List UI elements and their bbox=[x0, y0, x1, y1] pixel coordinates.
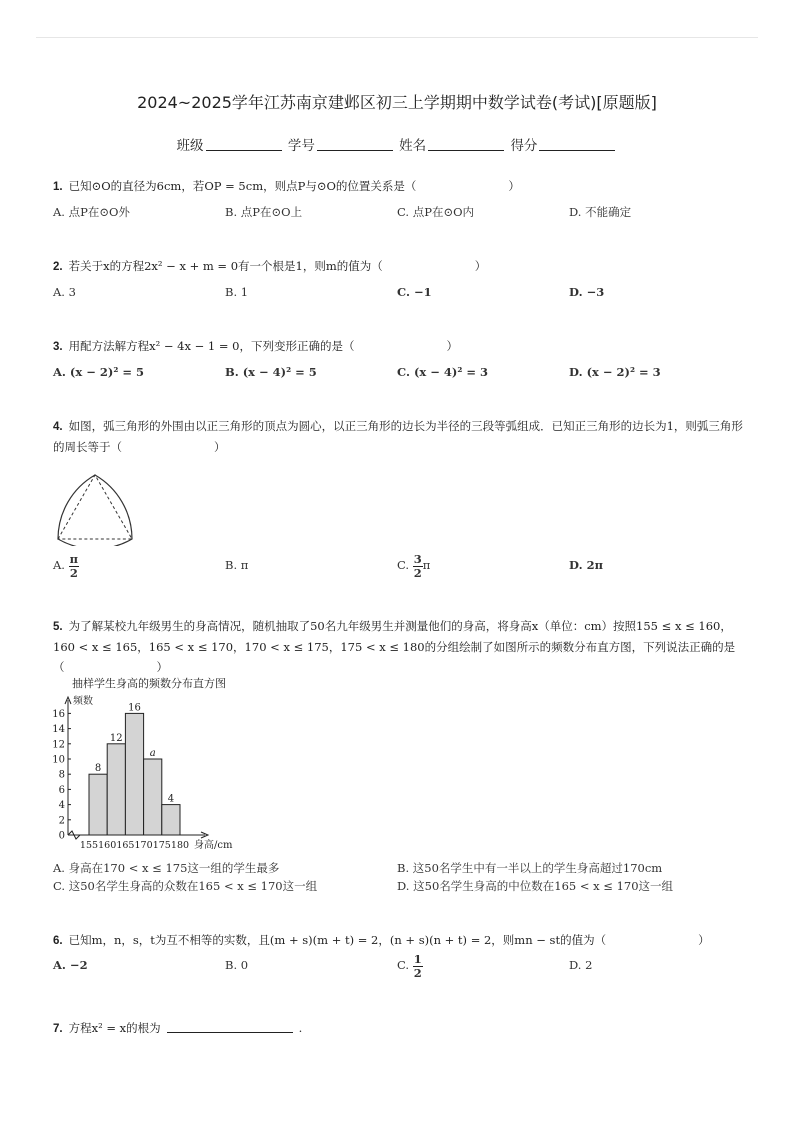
denominator: 2 bbox=[413, 565, 422, 580]
x-tick-label: 155 bbox=[79, 840, 99, 851]
y-tick-label: 14 bbox=[52, 724, 65, 736]
option-d[interactable]: D. (x − 2)² = 3 bbox=[569, 365, 661, 379]
question-stem-end: . bbox=[298, 1021, 303, 1035]
option-c[interactable]: C. −1 bbox=[397, 285, 432, 299]
option-b[interactable]: B. 点P在⊙O上 bbox=[225, 205, 303, 219]
histogram-bar bbox=[162, 805, 180, 835]
bar-value-label: 8 bbox=[94, 763, 102, 775]
question-6 bbox=[53, 930, 743, 951]
question-7 bbox=[53, 1018, 743, 1039]
y-tick-label: 4 bbox=[58, 800, 65, 812]
option-c-label: C. bbox=[397, 958, 410, 972]
x-axis-label: 身高/cm bbox=[194, 840, 233, 851]
x-tick-label: 170 bbox=[134, 840, 153, 851]
question-stem: 方程x² = x的根为 bbox=[68, 1021, 161, 1035]
question-number: 4. bbox=[53, 421, 63, 433]
score-blank[interactable] bbox=[539, 137, 615, 151]
student-info-line bbox=[0, 134, 794, 154]
question-1-options bbox=[53, 202, 743, 222]
option-c[interactable]: C. (x − 4)² = 3 bbox=[397, 365, 489, 379]
name-label: 姓名 bbox=[399, 138, 427, 154]
y-tick-label: 8 bbox=[58, 769, 65, 781]
question-5-options-row2 bbox=[53, 876, 743, 896]
option-a[interactable]: A. (x − 2)² = 5 bbox=[53, 365, 144, 379]
question-1 bbox=[53, 176, 743, 197]
option-c-label: C. bbox=[397, 558, 410, 572]
numerator: 3 bbox=[413, 551, 422, 566]
y-tick-label: 6 bbox=[58, 784, 65, 796]
bar-value-label: 12 bbox=[109, 732, 123, 744]
bar-value-label: a bbox=[149, 748, 156, 759]
question-4-options bbox=[53, 548, 743, 582]
id-blank[interactable] bbox=[317, 137, 393, 151]
top-divider bbox=[36, 37, 758, 38]
question-stem: 若关于x的方程2x² − x + m = 0有一个根是1，则m的值为（ ） bbox=[68, 259, 487, 273]
question-6-options bbox=[53, 952, 743, 986]
question-2-options bbox=[53, 282, 743, 302]
score-label: 得分 bbox=[510, 138, 538, 154]
class-blank[interactable] bbox=[206, 137, 282, 151]
option-a[interactable]: A. 点P在⊙O外 bbox=[53, 205, 130, 219]
option-a-label: A. bbox=[53, 558, 65, 572]
option-c[interactable]: C. 点P在⊙O内 bbox=[397, 205, 475, 219]
y-tick-label: 10 bbox=[52, 754, 65, 766]
bar-value-label: 16 bbox=[128, 702, 141, 714]
denominator: 2 bbox=[413, 965, 422, 980]
fraction-pi-over-2 bbox=[69, 553, 79, 580]
option-a[interactable] bbox=[53, 548, 79, 582]
y-axis-label: 频数 bbox=[73, 696, 93, 707]
fraction-1-over-2 bbox=[413, 953, 423, 980]
option-d[interactable]: D. −3 bbox=[569, 285, 605, 299]
height-histogram bbox=[50, 672, 250, 854]
id-label: 学号 bbox=[287, 138, 315, 154]
question-number: 1. bbox=[53, 181, 63, 193]
option-b[interactable]: B. 0 bbox=[225, 958, 249, 972]
option-a[interactable]: A. 身高在170 < x ≤ 175这一组的学生最多 bbox=[53, 861, 280, 875]
option-b[interactable]: B. 1 bbox=[225, 285, 249, 299]
y-tick-label: 0 bbox=[58, 830, 65, 842]
y-tick-label: 12 bbox=[52, 739, 65, 751]
question-3 bbox=[53, 336, 743, 357]
option-a[interactable]: A. −2 bbox=[53, 958, 88, 972]
option-d[interactable]: D. 2π bbox=[569, 558, 603, 572]
option-d[interactable]: D. 这50名学生身高的中位数在165 < x ≤ 170这一组 bbox=[397, 879, 674, 893]
option-c[interactable] bbox=[397, 952, 423, 980]
numerator: 1 bbox=[413, 951, 422, 966]
histogram-bar bbox=[107, 744, 125, 835]
histogram-bar bbox=[144, 759, 162, 835]
option-b[interactable]: B. π bbox=[225, 558, 249, 572]
question-5-options-row1 bbox=[53, 858, 743, 878]
question-3-options bbox=[53, 362, 743, 382]
question-stem: 为了解某校九年级男生的身高情况，随机抽取了50名九年级男生并测量他们的身高，将身高x（单位：cm）按照155 ≤ x ≤ 160，160 < x ≤ 165，165 < x ≤ 170，170 < x ≤ 175，175 < x ≤ 180的分组绘制了如图所示的频数分布直方图，下列说法正确的是（ ） bbox=[53, 619, 736, 674]
denominator: 2 bbox=[69, 565, 78, 580]
question-number: 3. bbox=[53, 341, 63, 353]
question-2 bbox=[53, 256, 743, 277]
option-b[interactable]: B. 这50名学生中有一半以上的学生身高超过170cm bbox=[397, 861, 663, 875]
answer-blank[interactable] bbox=[167, 1020, 293, 1033]
question-stem: 已知⊙O的直径为6cm，若OP = 5cm，则点P与⊙O的位置关系是（ ） bbox=[68, 179, 520, 193]
question-5 bbox=[53, 616, 743, 677]
page-title: 2024~2025学年江苏南京建邺区初三上学期期中数学试卷(考试)[原题版] bbox=[137, 93, 657, 112]
chart-title: 抽样学生身高的频数分布直方图 bbox=[72, 677, 226, 690]
option-d[interactable]: D. 2 bbox=[569, 958, 593, 972]
question-stem: 已知m，n，s，t为互不相等的实数，且(m + s)(m + t) = 2，(n + s)(n + t) = 2，则mn − st的值为（ ） bbox=[68, 933, 710, 947]
numerator: π bbox=[69, 551, 79, 566]
option-c[interactable] bbox=[397, 548, 430, 582]
pi-symbol: π bbox=[422, 558, 431, 572]
x-tick-label: 180 bbox=[170, 840, 190, 851]
y-tick-label: 2 bbox=[58, 815, 65, 827]
question-stem: 如图，弧三角形的外围由以正三角形的顶点为圆心，以正三角形的边长为半径的三段等弧组成．已知正三角形的边长为1，则弧三角形的周长等于（ ） bbox=[53, 419, 743, 454]
x-tick-label: 165 bbox=[116, 840, 135, 851]
class-label: 班级 bbox=[176, 138, 204, 154]
question-number: 2. bbox=[53, 261, 63, 273]
option-d[interactable]: D. 不能确定 bbox=[569, 205, 632, 219]
option-a[interactable]: A. 3 bbox=[53, 285, 76, 299]
reuleaux-triangle-figure bbox=[50, 464, 140, 546]
name-blank[interactable] bbox=[428, 137, 504, 151]
histogram-bar bbox=[125, 713, 143, 835]
question-number: 7. bbox=[53, 1023, 63, 1035]
fraction-3-over-2 bbox=[413, 553, 423, 580]
x-tick-label: 175 bbox=[152, 840, 171, 851]
x-tick-label: 160 bbox=[98, 840, 117, 851]
question-stem: 用配方法解方程x² − 4x − 1 = 0，下列变形正确的是（ ） bbox=[68, 339, 458, 353]
inner-triangle bbox=[58, 475, 132, 539]
option-b[interactable]: B. (x − 4)² = 5 bbox=[225, 365, 317, 379]
question-number: 5. bbox=[53, 621, 63, 633]
option-c[interactable]: C. 这50名学生身高的众数在165 < x ≤ 170这一组 bbox=[53, 879, 318, 893]
histogram-bar bbox=[89, 774, 107, 835]
question-number: 6. bbox=[53, 935, 63, 947]
question-4 bbox=[53, 416, 743, 457]
y-tick-label: 16 bbox=[52, 708, 65, 720]
reuleaux-arcs bbox=[58, 475, 132, 546]
bar-value-label: 4 bbox=[167, 793, 175, 805]
